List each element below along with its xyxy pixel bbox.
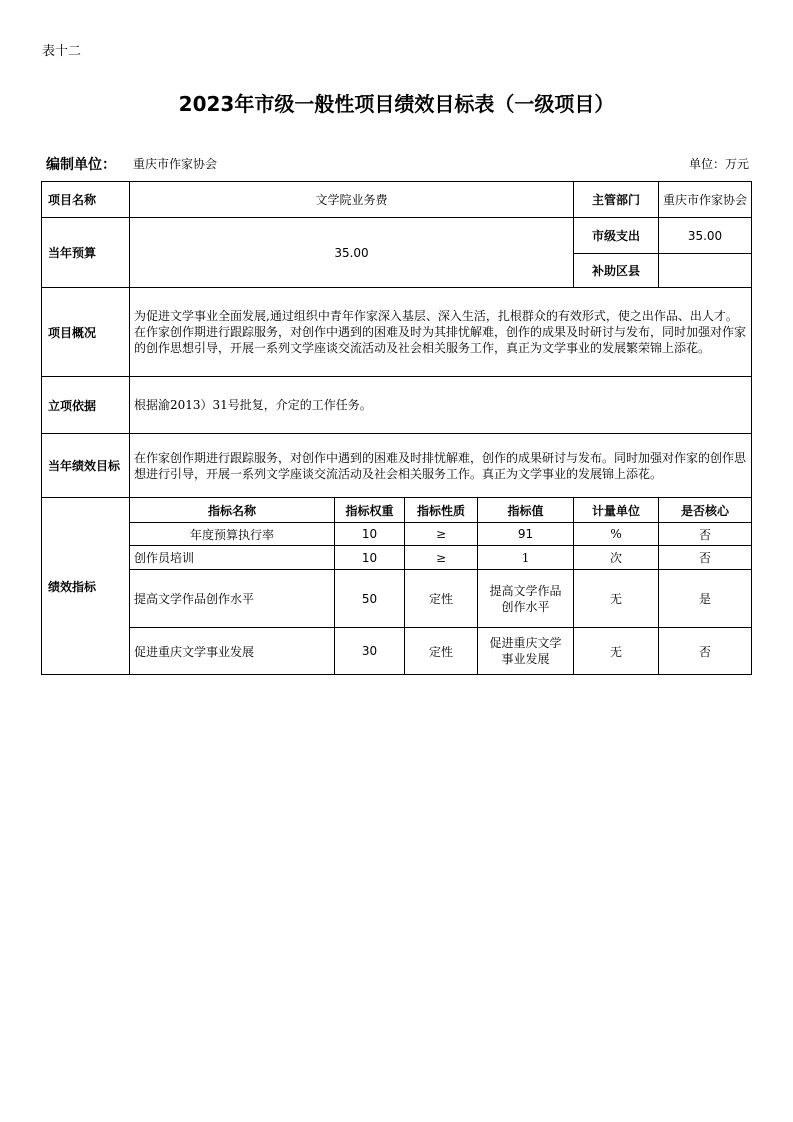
table-row (42, 377, 752, 434)
overview-text: 为促进文学事业全面发展,通过组织中青年作家深入基层、深入生活，扎根群众的有效形式，使之出作品、出人才。在作家创作期进行跟踪服务，对创作中遇到的困难及时为其排忧解难，创作的成果及时研讨与发布，同时加强对作家的创作思想引导，开展一系列文学座谈交流活动及社会相关服务工作，真正为文学事业的发展繁荣锦上添花。 (130, 288, 752, 377)
indicator-value: 91 (478, 523, 574, 546)
indicator-value: 1 (478, 546, 574, 570)
header-indicator-nature: 指标性质 (405, 498, 478, 523)
money-unit-label: 单位：万元 (688, 157, 749, 171)
indicator-weight: 10 (335, 546, 405, 570)
indicator-unit: 无 (574, 628, 659, 675)
indicator-weight: 10 (335, 523, 405, 546)
table-number: 表十二 (42, 44, 82, 59)
indicators-label: 绩效指标 (42, 498, 130, 675)
indicator-nature: 定性 (405, 570, 478, 628)
city-expense-value: 35.00 (659, 218, 752, 254)
header-unit: 计量单位 (574, 498, 659, 523)
header-is-core: 是否核心 (659, 498, 752, 523)
table-row (42, 628, 752, 675)
goal-text: 在作家创作期进行跟踪服务，对创作中遇到的困难及时排忧解难，创作的成果研讨与发布。同时加强对作家的创作思想进行引导，开展一系列文学座谈交流活动及社会相关服务工作。真正为文学事业的发展锦上添花。 (130, 434, 752, 498)
basis-label: 立项依据 (42, 377, 130, 434)
indicator-name: 年度预算执行率 (130, 523, 335, 546)
performance-goal-table (41, 181, 752, 675)
indicator-nature: ≥ (405, 546, 478, 570)
compiling-unit-label: 编制单位： (46, 157, 116, 173)
table-row (42, 288, 752, 377)
header-indicator-value: 指标值 (478, 498, 574, 523)
indicator-weight: 30 (335, 628, 405, 675)
subsidy-label: 补助区县 (574, 254, 659, 288)
indicator-unit: 次 (574, 546, 659, 570)
table-row (42, 218, 752, 254)
indicator-unit: % (574, 523, 659, 546)
indicator-core: 是 (659, 570, 752, 628)
indicator-weight: 50 (335, 570, 405, 628)
indicator-name: 创作员培训 (130, 546, 335, 570)
goal-label: 当年绩效目标 (42, 434, 130, 498)
indicator-value: 促进重庆文学事业发展 (478, 628, 574, 675)
budget-label: 当年预算 (42, 218, 130, 288)
subsidy-value (659, 254, 752, 288)
table-row (42, 546, 752, 570)
table-row (42, 434, 752, 498)
city-expense-label: 市级支出 (574, 218, 659, 254)
indicator-name: 促进重庆文学事业发展 (130, 628, 335, 675)
dept-value: 重庆市作家协会 (659, 182, 752, 218)
indicator-nature: ≥ (405, 523, 478, 546)
table-row (42, 182, 752, 218)
project-name-label: 项目名称 (42, 182, 130, 218)
indicator-value: 提高文学作品创作水平 (478, 570, 574, 628)
indicator-nature: 定性 (405, 628, 478, 675)
table-row (42, 523, 752, 546)
dept-label: 主管部门 (574, 182, 659, 218)
project-name-value: 文学院业务费 (130, 182, 574, 218)
budget-value: 35.00 (130, 218, 574, 288)
header-indicator-weight: 指标权重 (335, 498, 405, 523)
page-title: 2023年市级一般性项目绩效目标表（一级项目） (178, 92, 615, 116)
indicator-core: 否 (659, 628, 752, 675)
header-indicator-name: 指标名称 (130, 498, 335, 523)
indicator-unit: 无 (574, 570, 659, 628)
table-row (42, 570, 752, 628)
indicator-name: 提高文学作品创作水平 (130, 570, 335, 628)
indicator-core: 否 (659, 546, 752, 570)
indicator-core: 否 (659, 523, 752, 546)
compiling-unit-value: 重庆市作家协会 (133, 157, 218, 171)
basis-text: 根据渝2013）31号批复，介定的工作任务。 (130, 377, 752, 434)
overview-label: 项目概况 (42, 288, 130, 377)
indicator-header-row (42, 498, 752, 523)
